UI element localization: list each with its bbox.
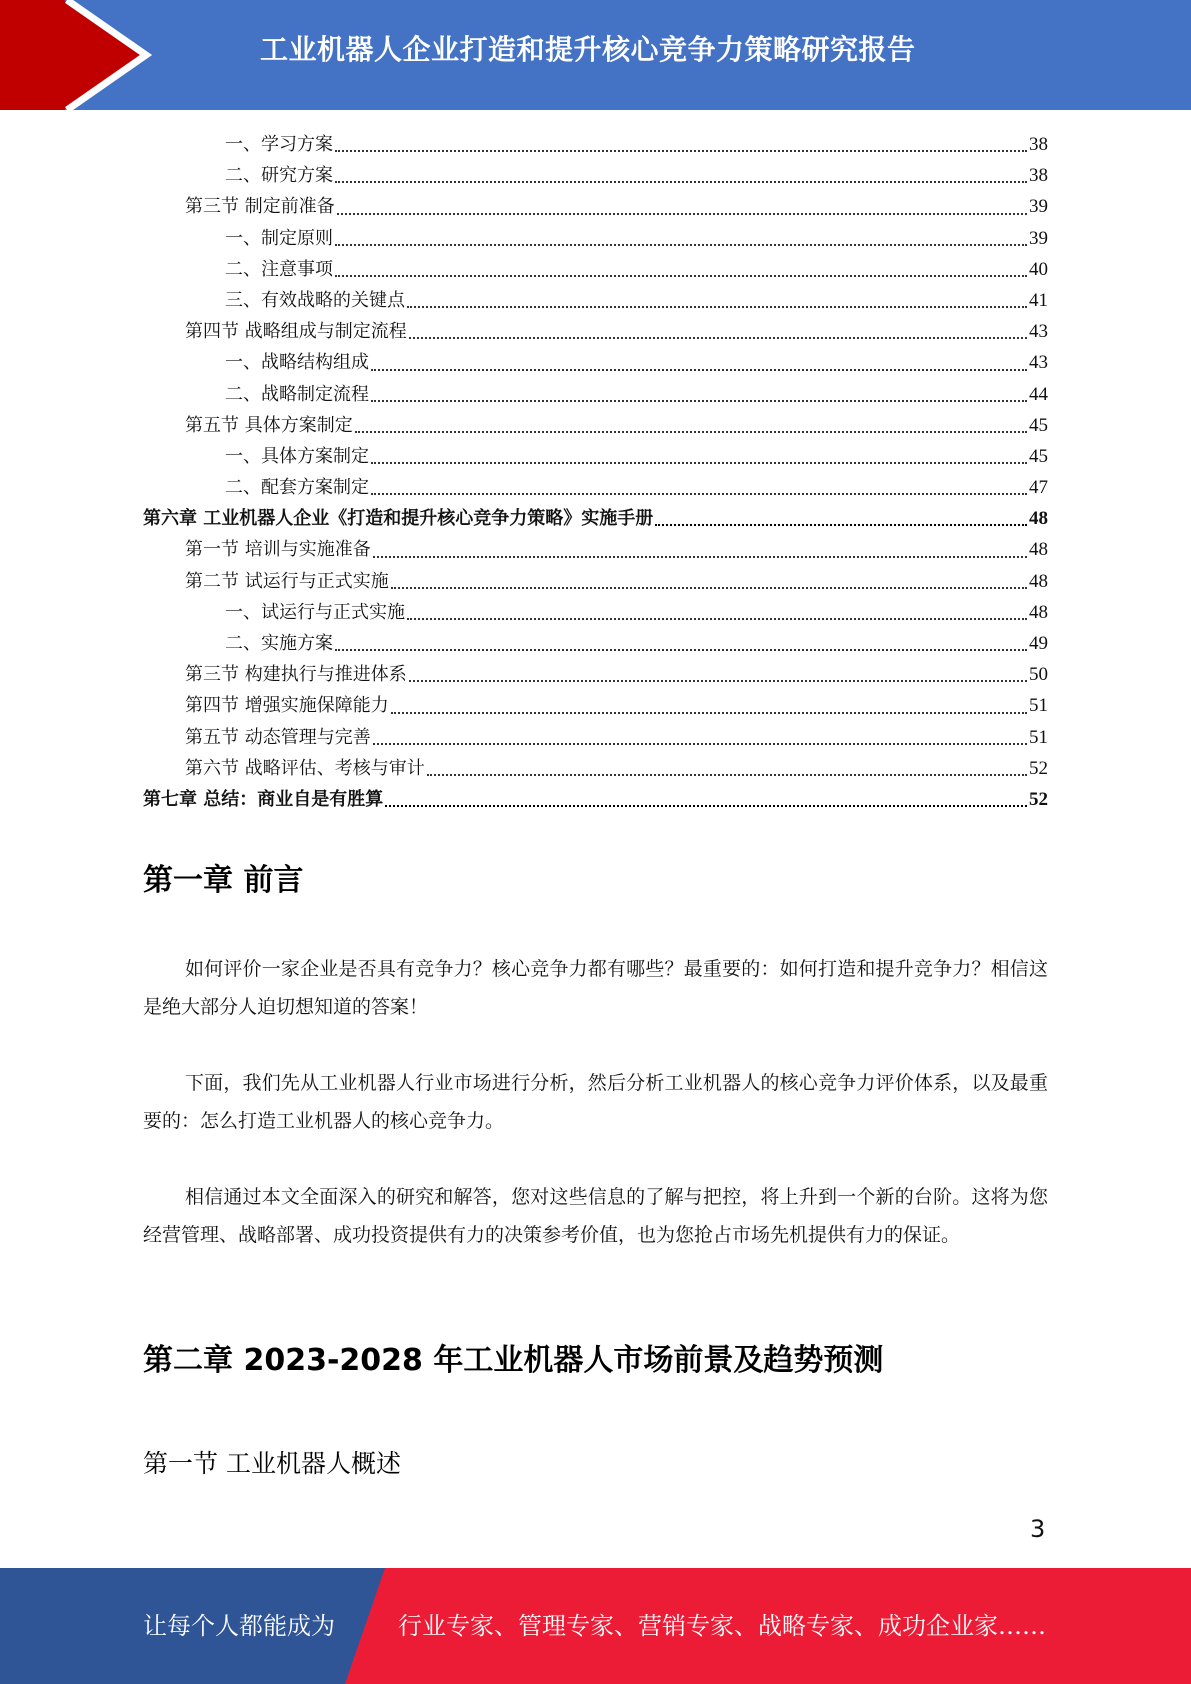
toc-entry-page: 40	[1029, 258, 1048, 280]
toc-entry-page: 48	[1029, 570, 1048, 592]
toc-entry-section[interactable]	[143, 316, 1048, 347]
toc-entry-label: 二、配套方案制定	[225, 477, 369, 499]
toc-entry-page: 41	[1029, 289, 1048, 311]
toc-entry-section[interactable]	[143, 659, 1048, 690]
toc-dot-leader	[409, 679, 1027, 682]
toc-entry-item[interactable]	[143, 472, 1048, 503]
document-title: 工业机器人企业打造和提升核心竞争力策略研究报告	[260, 33, 916, 66]
toc-entry-label: 一、学习方案	[225, 134, 333, 155]
toc-dot-leader	[371, 492, 1027, 495]
toc-entry-section[interactable]	[143, 722, 1048, 753]
toc-dot-leader	[373, 555, 1027, 558]
page-header	[0, 0, 1191, 110]
toc-entry-page: 50	[1029, 664, 1048, 686]
toc-entry-item[interactable]	[143, 160, 1048, 191]
toc-entry-section[interactable]	[143, 690, 1048, 721]
chapter-2-heading: 第二章 2023-2028 年工业机器人市场前景及趋势预测	[143, 1343, 884, 1378]
toc-dot-leader	[355, 430, 1027, 433]
toc-entry-label: 二、实施方案	[225, 633, 333, 654]
section-1-heading: 第一节 工业机器人概述	[143, 1449, 401, 1478]
toc-dot-leader	[335, 243, 1027, 246]
toc-entry-label: 一、战略结构组成	[225, 352, 369, 374]
toc-entry-page: 48	[1029, 601, 1048, 623]
toc-dot-leader	[335, 648, 1027, 651]
toc-dot-leader	[373, 742, 1027, 745]
footer-slogan-right: 行业专家、管理专家、营销专家、战略专家、成功企业家……	[398, 1612, 1046, 1640]
toc-entry-section[interactable]	[143, 534, 1048, 565]
toc-entry-label: 第六章 工业机器人企业《打造和提升核心竞争力策略》实施手册	[143, 508, 654, 530]
toc-entry-section[interactable]	[143, 566, 1048, 597]
toc-entry-label: 第四节 战略组成与制定流程	[185, 321, 407, 343]
toc-entry-label: 二、注意事项	[225, 258, 333, 280]
toc-entry-page: 38	[1029, 134, 1048, 155]
toc-entry-page: 51	[1029, 726, 1048, 748]
toc-entry-page: 48	[1029, 539, 1048, 561]
toc-entry-item[interactable]	[143, 347, 1048, 378]
footer-slogan-left: 让每个人都能成为	[143, 1612, 335, 1640]
toc-entry-label: 二、战略制定流程	[225, 383, 369, 405]
toc-entry-label: 第七章 总结：商业自是有胜算	[143, 788, 384, 810]
toc-entry-label: 三、有效战略的关键点	[225, 289, 405, 311]
toc-entry-item[interactable]	[143, 597, 1048, 628]
paragraph-intro-3: 相信通过本文全面深入的研究和解答，您对这些信息的了解与把控，将上升到一个新的台阶。这将为您经营管理、战略部署、成功投资提供有力的决策参考价值，也为您抢占市场先机提供有力的保证。	[143, 1186, 1048, 1246]
toc-entry-label: 第一节 培训与实施准备	[185, 539, 371, 561]
table-of-contents	[143, 129, 1048, 815]
header-chevron-red	[0, 0, 142, 110]
toc-entry-label: 第三节 制定前准备	[185, 196, 335, 218]
toc-entry-section[interactable]	[143, 753, 1048, 784]
toc-entry-page: 45	[1029, 445, 1048, 467]
chapter-1-heading: 第一章 前言	[143, 863, 304, 898]
toc-dot-leader	[655, 523, 1027, 526]
toc-entry-label: 一、试运行与正式实施	[225, 601, 405, 623]
toc-entry-section[interactable]	[143, 191, 1048, 222]
toc-dot-leader	[385, 804, 1027, 807]
toc-dot-leader	[371, 461, 1027, 464]
toc-entry-chapter[interactable]	[143, 784, 1048, 815]
toc-dot-leader	[371, 368, 1027, 371]
toc-entry-page: 43	[1029, 321, 1048, 343]
toc-dot-leader	[337, 212, 1027, 215]
toc-dot-leader	[407, 617, 1027, 620]
toc-dot-leader	[409, 336, 1027, 339]
paragraph-intro-1: 如何评价一家企业是否具有竞争力？核心竞争力都有哪些？最重要的：如何打造和提升竞争力？相信这是绝大部分人迫切想知道的答案！	[143, 958, 1048, 1018]
toc-entry-label: 第五节 具体方案制定	[185, 414, 353, 436]
toc-dot-leader	[335, 274, 1027, 277]
toc-entry-section[interactable]	[143, 410, 1048, 441]
toc-entry-page: 52	[1029, 788, 1048, 810]
toc-entry-item[interactable]	[143, 285, 1048, 316]
toc-entry-label: 第四节 增强实施保障能力	[185, 695, 389, 717]
toc-entry-page: 47	[1029, 477, 1048, 499]
toc-entry-page: 52	[1029, 757, 1048, 779]
toc-entry-chapter[interactable]	[143, 503, 1048, 534]
toc-entry-item[interactable]	[143, 129, 1048, 160]
toc-entry-item[interactable]	[143, 441, 1048, 472]
toc-entry-page: 45	[1029, 414, 1048, 436]
toc-entry-label: 第三节 构建执行与推进体系	[185, 664, 407, 686]
toc-dot-leader	[391, 586, 1027, 589]
toc-entry-page: 43	[1029, 352, 1048, 374]
toc-entry-page: 39	[1029, 227, 1048, 249]
toc-entry-page: 49	[1029, 633, 1048, 654]
toc-dot-leader	[391, 711, 1027, 714]
toc-entry-page: 48	[1029, 508, 1048, 530]
toc-dot-leader	[427, 773, 1027, 776]
toc-entry-label: 第五节 动态管理与完善	[185, 726, 371, 748]
toc-dot-leader	[371, 399, 1027, 402]
toc-entry-item[interactable]	[143, 628, 1048, 659]
toc-entry-page: 44	[1029, 383, 1048, 405]
page-number: 3	[1030, 1515, 1046, 1543]
toc-entry-page: 39	[1029, 196, 1048, 218]
toc-entry-label: 一、具体方案制定	[225, 445, 369, 467]
toc-entry-item[interactable]	[143, 379, 1048, 410]
toc-entry-item[interactable]	[143, 223, 1048, 254]
toc-dot-leader	[407, 305, 1027, 308]
toc-dot-leader	[335, 180, 1027, 183]
toc-entry-label: 第六节 战略评估、考核与审计	[185, 757, 425, 779]
page-footer	[0, 1568, 1191, 1684]
toc-entry-label: 第二节 试运行与正式实施	[185, 570, 389, 592]
toc-entry-label: 二、研究方案	[225, 165, 333, 187]
toc-entry-label: 一、制定原则	[225, 227, 333, 249]
chevron-decoration-icon	[0, 0, 200, 110]
toc-entry-item[interactable]	[143, 254, 1048, 285]
toc-entry-page: 38	[1029, 165, 1048, 187]
toc-entry-page: 51	[1029, 695, 1048, 717]
paragraph-intro-2: 下面，我们先从工业机器人行业市场进行分析，然后分析工业机器人的核心竞争力评价体系，以及最重要的：怎么打造工业机器人的核心竞争力。	[143, 1072, 1048, 1132]
toc-dot-leader	[335, 149, 1027, 152]
